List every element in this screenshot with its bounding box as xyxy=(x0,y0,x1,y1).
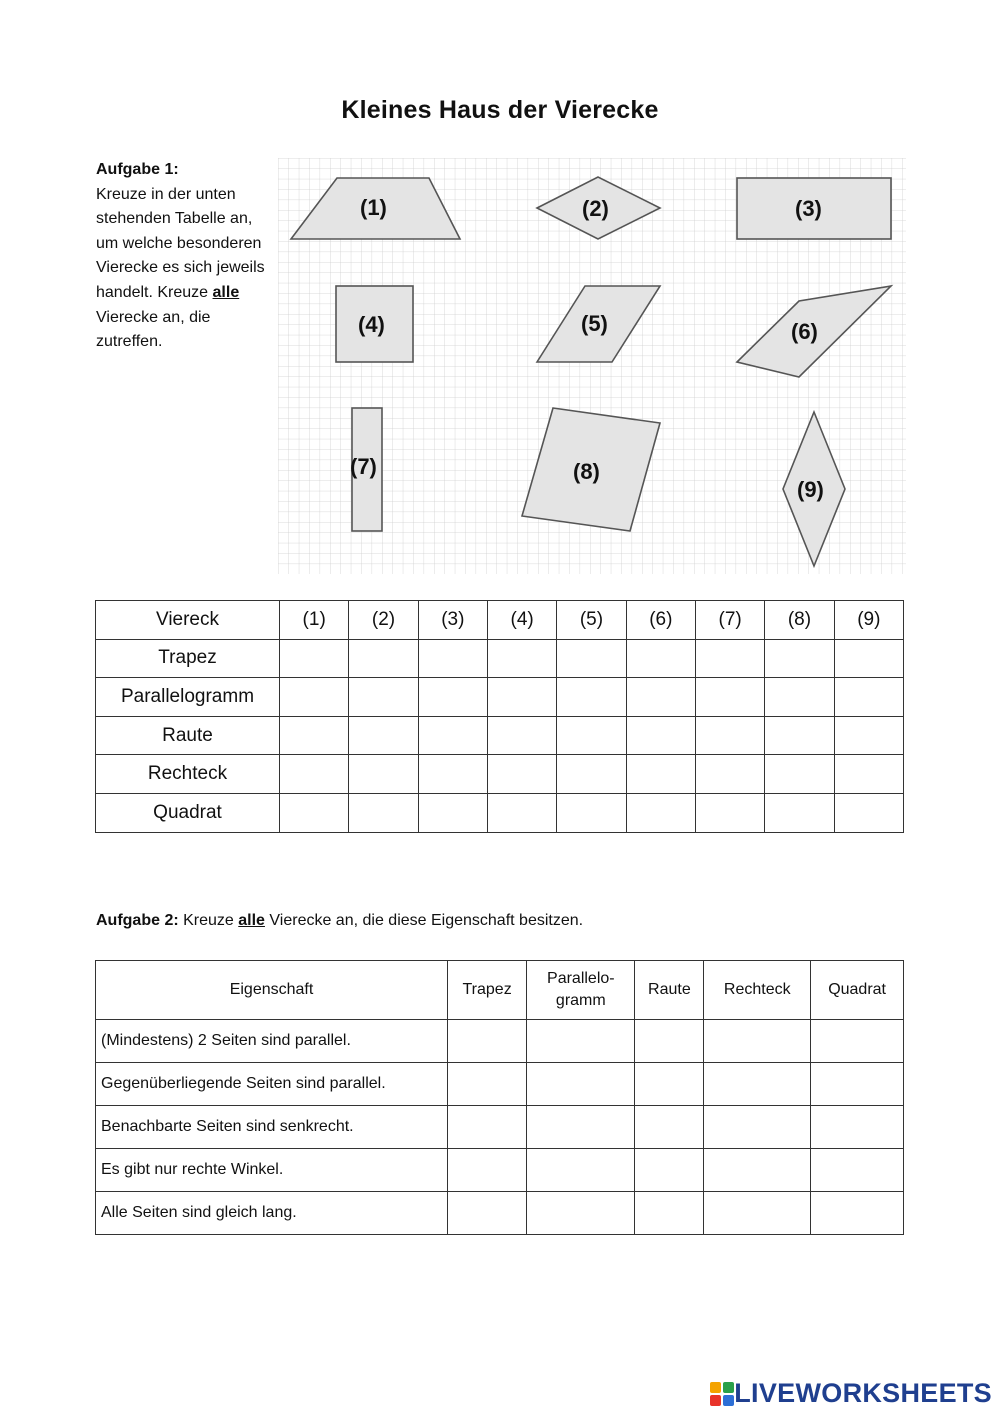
header-cell: Viereck xyxy=(96,601,280,640)
header-cell: (7) xyxy=(695,601,764,640)
task2-emphasis: alle xyxy=(238,912,265,929)
header-cell: Trapez xyxy=(448,961,527,1020)
answer-cell[interactable] xyxy=(695,639,764,678)
answer-cell[interactable] xyxy=(527,1063,635,1106)
answer-cell[interactable] xyxy=(704,1106,811,1149)
answer-cell[interactable] xyxy=(765,755,834,794)
row-label: Parallelogramm xyxy=(96,678,280,717)
answer-cell[interactable] xyxy=(704,1149,811,1192)
task1-table xyxy=(95,600,904,833)
answer-cell[interactable] xyxy=(349,755,418,794)
answer-cell[interactable] xyxy=(527,1020,635,1063)
answer-cell[interactable] xyxy=(626,755,695,794)
row-label: Quadrat xyxy=(96,793,280,832)
answer-cell[interactable] xyxy=(695,793,764,832)
task2-heading: Aufgabe 2: xyxy=(96,912,179,929)
answer-cell[interactable] xyxy=(280,639,349,678)
shape-label-9: (9) xyxy=(797,477,824,502)
answer-cell[interactable] xyxy=(834,755,903,794)
answer-cell[interactable] xyxy=(765,678,834,717)
answer-cell[interactable] xyxy=(635,1020,704,1063)
logo-square xyxy=(710,1382,721,1393)
answer-cell[interactable] xyxy=(704,1192,811,1235)
table-row xyxy=(96,755,904,794)
answer-cell[interactable] xyxy=(349,678,418,717)
answer-cell[interactable] xyxy=(349,716,418,755)
row-label: Rechteck xyxy=(96,755,280,794)
answer-cell[interactable] xyxy=(834,716,903,755)
task2-text-before: Kreuze xyxy=(178,912,239,929)
answer-cell[interactable] xyxy=(448,1106,527,1149)
answer-cell[interactable] xyxy=(626,793,695,832)
answer-cell[interactable] xyxy=(811,1106,904,1149)
answer-cell[interactable] xyxy=(635,1149,704,1192)
task2-instructions xyxy=(96,912,583,930)
answer-cell[interactable] xyxy=(635,1063,704,1106)
shape-label-6: (6) xyxy=(791,319,818,344)
quadrilateral-figure xyxy=(278,158,906,574)
answer-cell[interactable] xyxy=(418,678,487,717)
task1-text-before: Kreuze in der unten stehenden Tabelle an, um welche besonderen Vierecke es sich jeweils handelt. Kreuze xyxy=(96,185,265,301)
table-row xyxy=(96,1106,904,1149)
answer-cell[interactable] xyxy=(448,1192,527,1235)
answer-cell[interactable] xyxy=(527,1192,635,1235)
header-cell: (3) xyxy=(418,601,487,640)
liveworksheets-logo xyxy=(710,1378,992,1409)
answer-cell[interactable] xyxy=(704,1020,811,1063)
task1-text-after: Vierecke an, die zutreffen. xyxy=(96,308,211,351)
table-row xyxy=(96,678,904,717)
answer-cell[interactable] xyxy=(626,716,695,755)
answer-cell[interactable] xyxy=(418,755,487,794)
table-row xyxy=(96,1020,904,1063)
header-cell: (2) xyxy=(349,601,418,640)
table-row xyxy=(96,639,904,678)
answer-cell[interactable] xyxy=(280,716,349,755)
answer-cell[interactable] xyxy=(487,716,556,755)
header-cell: (6) xyxy=(626,601,695,640)
property-label: Alle Seiten sind gleich lang. xyxy=(96,1192,448,1235)
answer-cell[interactable] xyxy=(695,716,764,755)
header-cell-parallelogramm xyxy=(527,961,635,1020)
answer-cell[interactable] xyxy=(704,1063,811,1106)
table-row xyxy=(96,1149,904,1192)
answer-cell[interactable] xyxy=(418,716,487,755)
property-label: Gegenüberliegende Seiten sind parallel. xyxy=(96,1063,448,1106)
page-title: Kleines Haus der Vierecke xyxy=(341,96,659,124)
answer-cell[interactable] xyxy=(626,678,695,717)
logo-text: LIVEWORKSHEETS xyxy=(734,1378,992,1408)
property-label: (Mindestens) 2 Seiten sind parallel. xyxy=(96,1020,448,1063)
header-line-1: Parallelo- xyxy=(547,970,615,987)
property-label: Benachbarte Seiten sind senkrecht. xyxy=(96,1106,448,1149)
answer-cell[interactable] xyxy=(448,1149,527,1192)
logo-square xyxy=(723,1395,734,1406)
answer-cell[interactable] xyxy=(695,678,764,717)
table-row xyxy=(96,716,904,755)
task1-emphasis: alle xyxy=(212,283,240,301)
answer-cell[interactable] xyxy=(280,793,349,832)
shape-label-4: (4) xyxy=(358,312,385,337)
answer-cell[interactable] xyxy=(557,793,626,832)
answer-cell[interactable] xyxy=(349,639,418,678)
shape-label-8: (8) xyxy=(573,459,600,484)
answer-cell[interactable] xyxy=(527,1149,635,1192)
header-line-2: gramm xyxy=(555,992,606,1009)
table-row xyxy=(96,1192,904,1235)
answer-cell[interactable] xyxy=(635,1106,704,1149)
answer-cell[interactable] xyxy=(448,1063,527,1106)
shape-label-7: (7) xyxy=(350,454,377,479)
header-cell: (1) xyxy=(280,601,349,640)
task1-instructions xyxy=(96,158,276,355)
answer-cell[interactable] xyxy=(557,678,626,717)
answer-cell[interactable] xyxy=(626,639,695,678)
answer-cell[interactable] xyxy=(557,639,626,678)
header-cell: (4) xyxy=(487,601,556,640)
answer-cell[interactable] xyxy=(280,755,349,794)
answer-cell[interactable] xyxy=(765,639,834,678)
shape-label-5: (5) xyxy=(581,311,608,336)
header-cell: Eigenschaft xyxy=(96,961,448,1020)
answer-cell[interactable] xyxy=(765,716,834,755)
logo-square xyxy=(710,1395,721,1406)
answer-cell[interactable] xyxy=(811,1149,904,1192)
task1-heading: Aufgabe 1: xyxy=(96,161,179,178)
answer-cell[interactable] xyxy=(834,793,903,832)
answer-cell[interactable] xyxy=(487,678,556,717)
logo-square xyxy=(723,1382,734,1393)
answer-cell[interactable] xyxy=(834,678,903,717)
header-cell: (5) xyxy=(557,601,626,640)
table-row xyxy=(96,793,904,832)
header-cell: Rechteck xyxy=(704,961,811,1020)
row-label: Raute xyxy=(96,716,280,755)
table-row xyxy=(96,1063,904,1106)
property-label: Es gibt nur rechte Winkel. xyxy=(96,1149,448,1192)
answer-cell[interactable] xyxy=(280,678,349,717)
task1-table-header xyxy=(96,601,904,640)
task2-table xyxy=(95,960,904,1235)
row-label: Trapez xyxy=(96,639,280,678)
shape-label-2: (2) xyxy=(582,196,609,221)
answer-cell[interactable] xyxy=(765,793,834,832)
answer-cell[interactable] xyxy=(418,793,487,832)
answer-cell[interactable] xyxy=(557,716,626,755)
answer-cell[interactable] xyxy=(487,639,556,678)
shape-label-1: (1) xyxy=(360,195,387,220)
answer-cell[interactable] xyxy=(557,755,626,794)
answer-cell[interactable] xyxy=(811,1192,904,1235)
answer-cell[interactable] xyxy=(418,639,487,678)
answer-cell[interactable] xyxy=(811,1063,904,1106)
answer-cell[interactable] xyxy=(349,793,418,832)
header-cell: Raute xyxy=(635,961,704,1020)
answer-cell[interactable] xyxy=(448,1020,527,1063)
logo-squares-icon xyxy=(710,1382,734,1406)
answer-cell[interactable] xyxy=(527,1106,635,1149)
answer-cell[interactable] xyxy=(487,793,556,832)
header-cell: Quadrat xyxy=(811,961,904,1020)
task2-text-after: Vierecke an, die diese Eigenschaft besitzen. xyxy=(264,912,584,929)
answer-cell[interactable] xyxy=(635,1192,704,1235)
answer-cell[interactable] xyxy=(811,1020,904,1063)
answer-cell[interactable] xyxy=(487,755,556,794)
header-cell: (8) xyxy=(765,601,834,640)
shape-label-3: (3) xyxy=(795,196,822,221)
answer-cell[interactable] xyxy=(695,755,764,794)
answer-cell[interactable] xyxy=(834,639,903,678)
task2-table-header xyxy=(96,961,904,1020)
header-cell: (9) xyxy=(834,601,903,640)
